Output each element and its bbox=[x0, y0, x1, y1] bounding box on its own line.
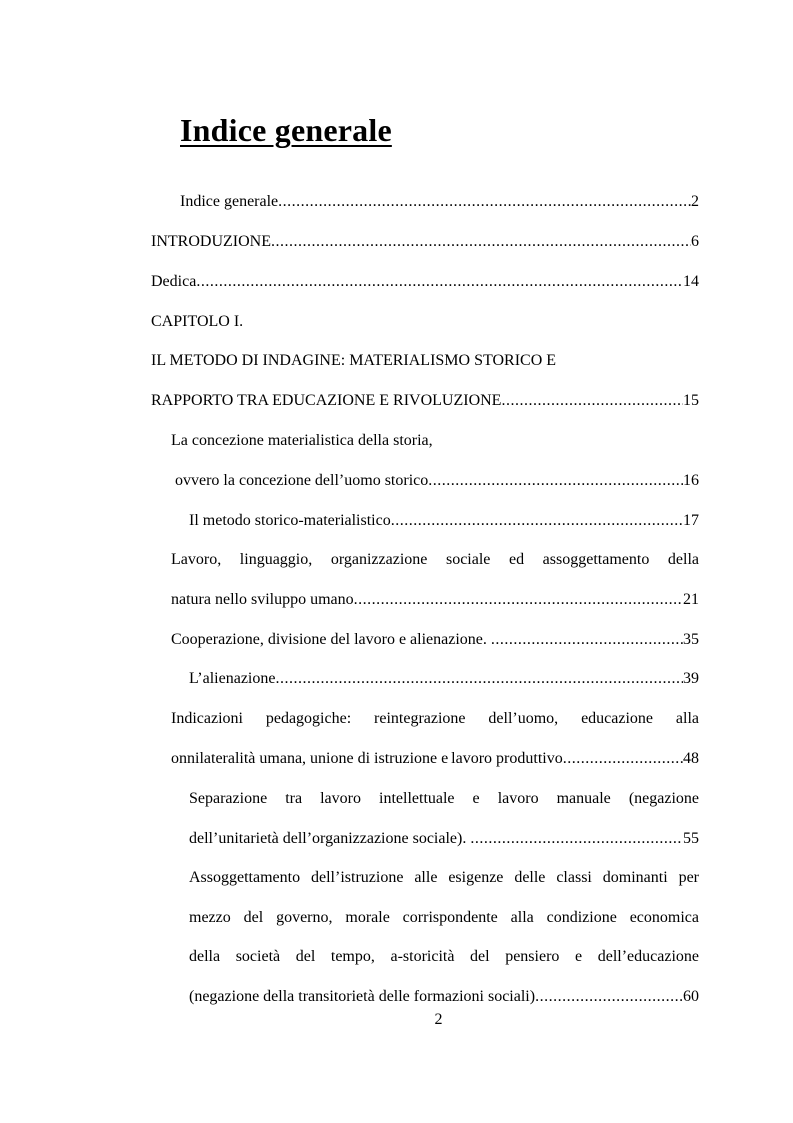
toc-entry-text: dell’unitarietà dell’organizzazione sociale). bbox=[189, 830, 471, 847]
toc-entry-text: INTRODUZIONE bbox=[151, 233, 271, 250]
toc-entry-text: onnilateralità umana, unione di istruzione e bbox=[171, 750, 449, 767]
toc-subsection-assoggettamento-line-1 bbox=[189, 866, 699, 890]
page-title: Indice generale bbox=[180, 112, 392, 148]
toc-leader-dots bbox=[354, 588, 683, 612]
toc-entry-text: natura nello sviluppo umano bbox=[171, 591, 354, 608]
toc-subsection-alienazione[interactable] bbox=[189, 667, 699, 691]
toc-leader-dots bbox=[428, 469, 683, 493]
toc-leader-dots bbox=[501, 389, 683, 413]
toc-subsection-assoggettamento-line-2 bbox=[189, 906, 699, 930]
toc-section-indicazioni-line-1 bbox=[171, 707, 699, 731]
toc-leader-dots bbox=[278, 190, 691, 214]
toc-leader-dots bbox=[535, 985, 683, 1009]
toc-entry-text: della società del tempo, a-storicità del pensiero e dell’educazione bbox=[189, 948, 699, 965]
toc-subsection-separazione-line-2[interactable] bbox=[189, 827, 699, 851]
toc-leader-dots bbox=[470, 827, 683, 851]
toc-chapter-title-line-1 bbox=[151, 349, 556, 373]
toc-chapter-heading bbox=[151, 310, 243, 334]
toc-entry-page: 21 bbox=[683, 591, 699, 608]
toc-entry-dedica[interactable] bbox=[151, 270, 699, 294]
toc-entry-page: 2 bbox=[691, 193, 699, 210]
toc-entry-text: L’alienazione bbox=[189, 670, 276, 687]
toc-entry-page: 16 bbox=[683, 472, 699, 489]
toc-entry-text: Il metodo storico-materialistico bbox=[189, 512, 391, 529]
toc-entry-indice-generale[interactable] bbox=[180, 190, 699, 214]
toc-entry-page: 55 bbox=[683, 830, 699, 847]
toc-entry-text: Lavoro, linguaggio, organizzazione sociale ed assoggettamento della bbox=[171, 551, 699, 568]
toc-section-lavoro-line-1 bbox=[171, 548, 699, 572]
toc-subsection-separazione-line-1 bbox=[189, 787, 699, 811]
toc-section-cooperazione[interactable] bbox=[171, 628, 699, 652]
toc-leader-dots bbox=[196, 270, 683, 294]
toc-entry-page: 14 bbox=[683, 273, 699, 290]
toc-chapter-title-line-2[interactable] bbox=[151, 389, 699, 413]
toc-entry-text: Cooperazione, divisione del lavoro e alienazione. bbox=[171, 631, 491, 648]
toc-entry-text: Dedica bbox=[151, 273, 197, 290]
toc-entry-text: mezzo del governo, morale corrispondente alla condizione economica bbox=[189, 909, 699, 926]
toc-leader-dots bbox=[391, 509, 683, 533]
toc-entry-text-continued: lavoro produttivo bbox=[451, 750, 563, 767]
toc-section-line-1 bbox=[171, 429, 433, 453]
toc-entry-page: 60 bbox=[683, 988, 699, 1005]
toc-entry-text: Separazione tra lavoro intellettuale e lavoro manuale (negazione bbox=[189, 790, 699, 807]
toc-entry-page: 17 bbox=[683, 512, 699, 529]
toc-entry-introduzione[interactable] bbox=[151, 230, 699, 254]
toc-entry-text: (negazione della transitorietà delle formazioni sociali) bbox=[189, 988, 536, 1005]
toc-subsection-assoggettamento-line-4[interactable] bbox=[189, 985, 699, 1009]
toc-entry-page: 48 bbox=[683, 750, 699, 767]
toc-entry-page: 39 bbox=[683, 670, 699, 687]
toc-entry-text: Indicazioni pedagogiche: reintegrazione dell’uomo, educazione alla bbox=[171, 710, 699, 727]
toc-entry-text: RAPPORTO TRA EDUCAZIONE E RIVOLUZIONE bbox=[151, 392, 502, 409]
toc-entry-text: CAPITOLO I. bbox=[151, 313, 244, 330]
toc-entry-text: IL METODO DI INDAGINE: MATERIALISMO STORICO E bbox=[151, 352, 557, 369]
toc-entry-page: 15 bbox=[683, 392, 699, 409]
toc-section-indicazioni-line-2[interactable] bbox=[171, 747, 699, 771]
toc-section-line-2[interactable] bbox=[171, 469, 699, 493]
toc-subsection-assoggettamento-line-3 bbox=[189, 945, 699, 969]
toc-entry-text: Indice generale bbox=[180, 193, 279, 210]
toc-leader-dots bbox=[491, 628, 683, 652]
toc-section-lavoro-line-2[interactable] bbox=[171, 588, 699, 612]
toc-entry-text: Assoggettamento dell’istruzione alle esigenze delle classi dominanti per bbox=[189, 869, 699, 886]
toc-leader-dots bbox=[563, 747, 683, 771]
toc-entry-text: ovvero la concezione dell’uomo storico bbox=[171, 472, 429, 489]
page-number: 2 bbox=[434, 1011, 443, 1028]
toc-entry-text: La concezione materialistica della storia, bbox=[171, 432, 433, 449]
toc-leader-dots bbox=[271, 230, 691, 254]
toc-leader-dots bbox=[275, 667, 683, 691]
toc-entry-page: 35 bbox=[683, 631, 699, 648]
toc-subsection-metodo[interactable] bbox=[189, 509, 699, 533]
toc-entry-page: 6 bbox=[691, 233, 699, 250]
